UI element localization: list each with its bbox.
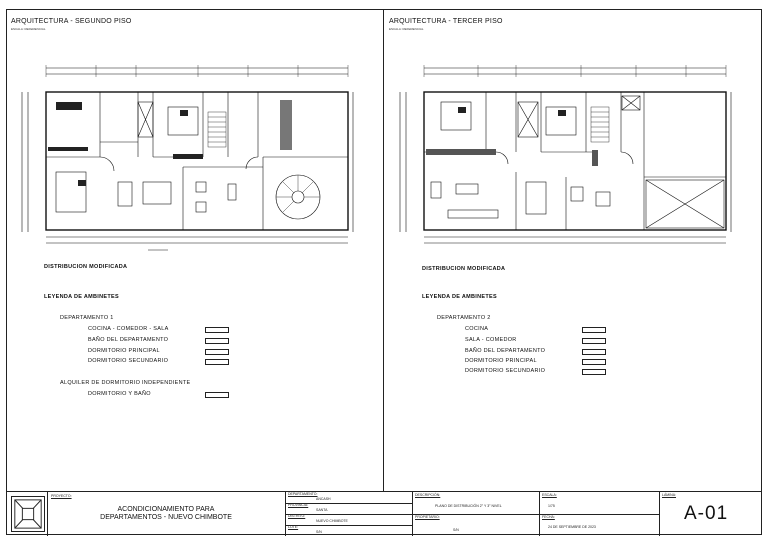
right-group1-title: DEPARTAMENTO 2: [437, 315, 491, 321]
description-label: DESCRIPCIÓN:: [415, 493, 441, 497]
scale-label: ESCALA:: [542, 493, 557, 497]
department-label: DEPARTAMENTO:: [288, 492, 318, 496]
legend-room-label: BAÑO DEL DEPARTAMENTO: [88, 337, 169, 343]
second-floor-plan: [18, 62, 358, 262]
right-sheet-title: ARQUITECTURA - TERCER PISO: [389, 18, 503, 25]
right-plan-caption: DISTRIBUCION MODIFICADA: [422, 266, 506, 272]
lot-label: LOTE:: [288, 525, 299, 529]
left-group2-title: ALQUILER DE DORMITORIO INDEPENDIENTE: [60, 380, 191, 386]
scale-date-cell: [539, 492, 659, 536]
scale-value: 1/75: [548, 504, 555, 508]
third-floor-plan: [396, 62, 736, 262]
project-line2: DEPARTAMENTOS - NUEVO CHIMBOTE: [100, 514, 232, 521]
left-group1-title: DEPARTAMENTO 1: [60, 315, 114, 321]
legend-room-label: DORMITORIO Y BAÑO: [88, 391, 151, 397]
province-value: SANTA: [316, 508, 328, 512]
legend-swatch: [582, 349, 606, 355]
district-value: NUEVO CHIMBOTE: [316, 519, 348, 523]
owner-value: S/N: [453, 528, 459, 532]
left-plan-caption: DISTRIBUCION MODIFICADA: [44, 264, 128, 270]
project-line1: ACONDICIONAMIENTO PARA: [117, 506, 215, 513]
description-cell: [412, 492, 539, 536]
legend-swatch: [582, 369, 606, 375]
province-label: PROVINCIA:: [288, 503, 309, 507]
company-logo-icon: [11, 496, 45, 532]
legend-swatch: [205, 349, 229, 355]
department-value: ANCASH: [316, 497, 331, 501]
location-cell: [285, 492, 412, 536]
sheet-number-cell: [659, 492, 762, 536]
sheet-label: LÁMINA:: [662, 493, 677, 497]
district-label: DISTRITO:: [288, 514, 306, 518]
owner-label: PROPIETARIO:: [415, 515, 440, 519]
legend-room-label: DORMITORIO PRINCIPAL: [465, 358, 537, 364]
right-sheet-subtitle: ESCALA: REFERENCIAL: [389, 27, 424, 31]
sheet-divider: [383, 9, 384, 491]
legend-swatch: [582, 338, 606, 344]
legend-room-label: COCINA: [465, 326, 489, 332]
left-legend-title: LEYENDA DE AMBINETES: [44, 294, 119, 300]
legend-swatch: [582, 327, 606, 333]
legend-swatch: [582, 359, 606, 365]
legend-swatch: [205, 338, 229, 344]
left-sheet-subtitle: ESCALA: REFERENCIAL: [11, 27, 46, 31]
legend-room-label: SALA - COMEDOR: [465, 337, 517, 343]
sheet-code: A-01: [684, 503, 729, 524]
left-sheet-title: ARQUITECTURA - SEGUNDO PISO: [11, 18, 132, 25]
lot-value: S/N: [316, 530, 322, 534]
legend-room-label: BAÑO DEL DEPARTAMENTO: [465, 348, 546, 354]
right-legend-title: LEYENDA DE AMBINETES: [422, 294, 497, 300]
legend-swatch: [205, 327, 229, 333]
legend-room-label: COCINA - COMEDOR - SALA: [88, 326, 169, 332]
legend-swatch: [205, 359, 229, 365]
project-label: PROYECTO:: [51, 494, 72, 498]
project-cell: [47, 492, 285, 536]
date-label: FECHA:: [542, 515, 555, 519]
legend-room-label: DORMITORIO PRINCIPAL: [88, 348, 160, 354]
legend-room-label: DORMITORIO SECUNDARIO: [465, 368, 546, 374]
legend-swatch: [205, 392, 229, 398]
date-value: 24 DE SEPTIEMBRE DE 2023: [548, 525, 596, 529]
legend-room-label: DORMITORIO SECUNDARIO: [88, 358, 169, 364]
title-block: [6, 491, 762, 535]
description-value: PLANO DE DISTRIBUCIÓN 2° Y 3° NIVEL: [435, 504, 502, 508]
